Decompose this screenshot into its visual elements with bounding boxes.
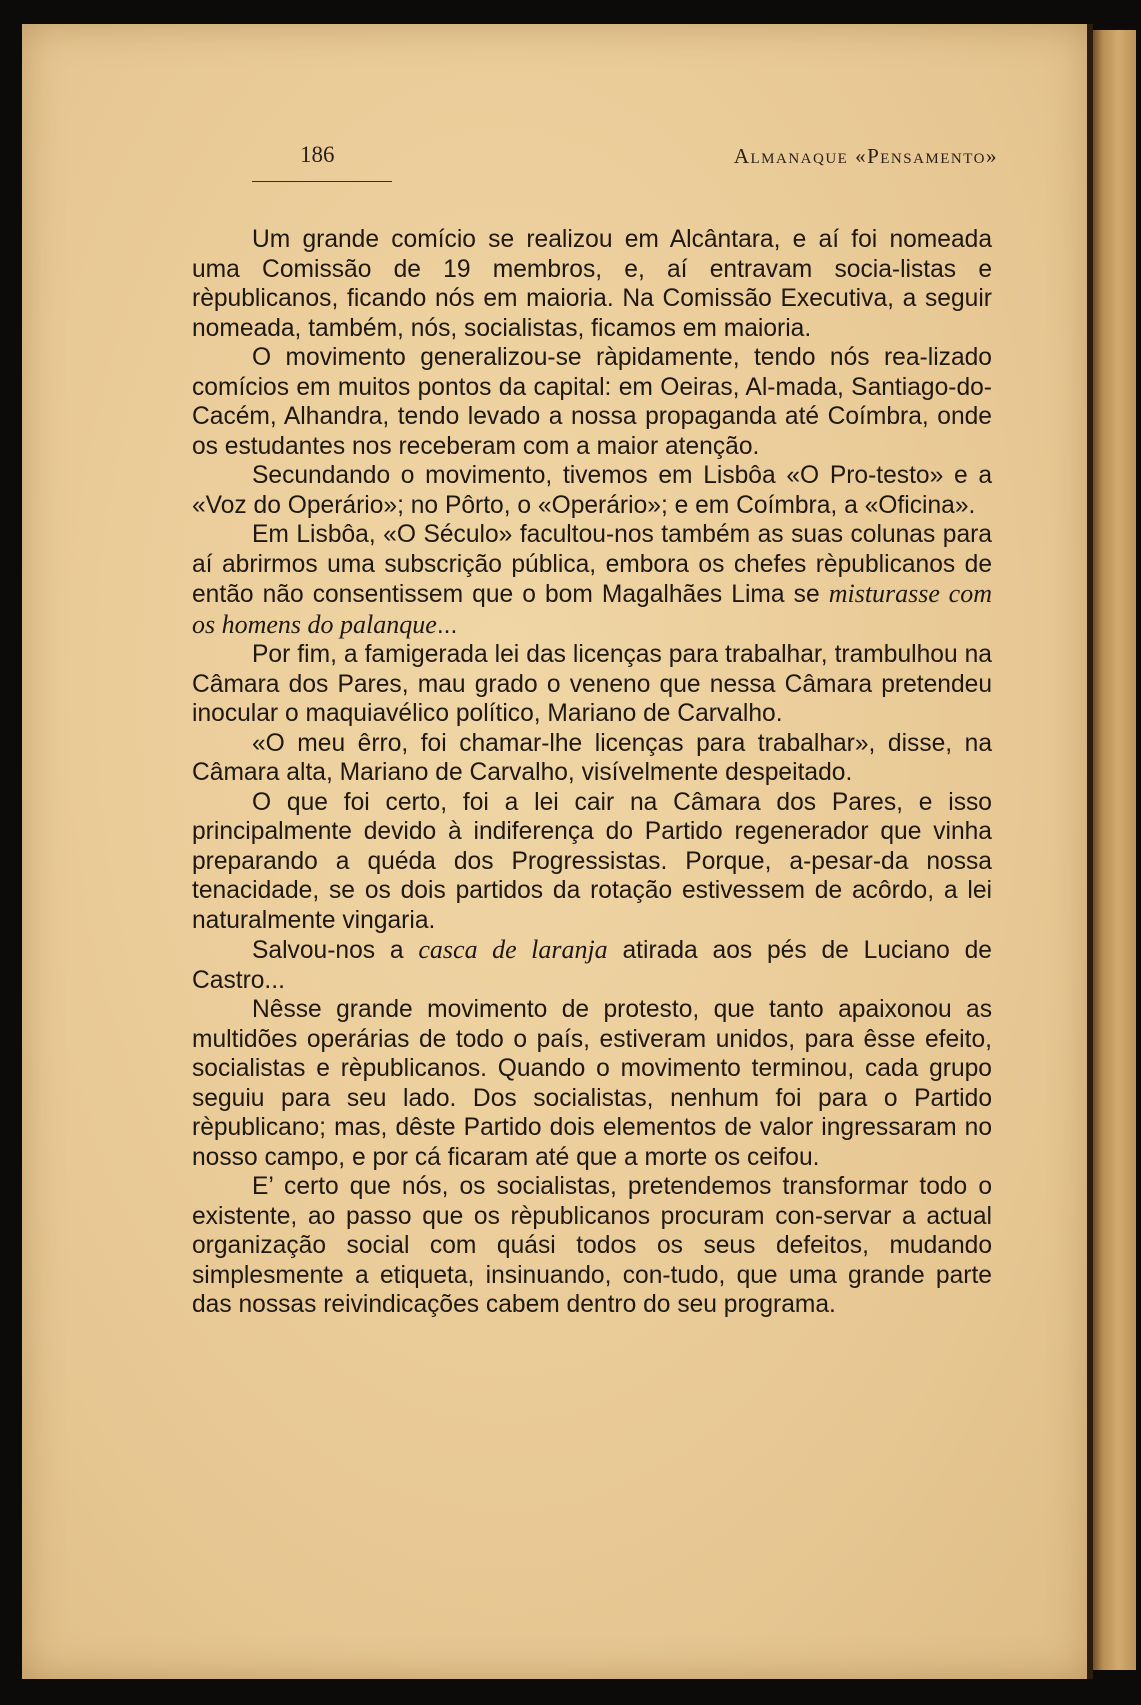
italic-phrase: misturasse com os homens do palanque (192, 579, 992, 639)
text-run: E’ certo que nós, os socialistas, pretendemos transformar todo o existente, ao passo que os rèpublicanos procuram con-servar a actual organização social com quási todos os seus defeitos, mudando simplesmente a etiqueta, insinuando, con-tudo, que uma grande parte das nossas reivindicações cabem dentro do seu programa. (192, 1173, 992, 1318)
paragraph (192, 1172, 992, 1320)
paragraph (192, 729, 992, 788)
header-rule (252, 181, 392, 182)
paragraph (192, 520, 992, 640)
facing-page-edge (1092, 30, 1136, 1670)
text-run: Nêsse grande movimento de protesto, que tanto apaixonou as multidões operárias de todo o país, estiveram unidos, para êsse efeito, socialistas e rèpublicanos. Quando o movimento terminou, cada grupo seguiu para seu lado. Dos socialistas, nenhum foi para o Partido rèpublicano; mas, dêste Partido dois elementos de valor ingressaram no nosso campo, e por cá ficaram até que a morte os ceifou. (192, 996, 992, 1171)
text-run: Salvou-nos a (252, 937, 419, 964)
italic-phrase: casca de laranja (418, 935, 608, 964)
page-header (252, 142, 998, 176)
text-run: ... (436, 611, 458, 639)
text-run: Um grande comício se realizou em Alcântara, e aí foi nomeada uma Comissão de 19 membros, e, aí entravam socia-listas e rèpublicanos, ficando nós em maioria. Na Comissão Executiva, a seguir nomeada, também, nós, socialistas, ficamos em maioria. (192, 226, 992, 342)
text-run: «O meu êrro, foi chamar-lhe licenças para trabalhar», disse, na Câmara alta, Mariano de Carvalho, visívelmente despeitado. (192, 729, 992, 786)
paragraph (192, 995, 992, 1172)
page-number: 186 (300, 142, 335, 167)
paragraph (192, 935, 992, 995)
text-run: O que foi certo, foi a lei cair na Câmara dos Pares, e isso principalmente devido à indiferença do Partido regenerador que vinha preparando a quéda dos Progressistas. Porque, a-pesar-da nossa tenacidade, se os dois partidos da rotação estivessem de acôrdo, a lei naturalmente vingaria. (192, 788, 992, 934)
paragraph (192, 343, 992, 461)
text-run: atirada aos pés de Luciano de Castro... (192, 937, 992, 994)
text-run: Em Lisbôa, «O Século» facultou-nos também as suas colunas para aí abrirmos uma subscrição pública, embora os chefes rèpublicanos de então não consentissem que o bom Magalhães Lima se (192, 521, 992, 608)
text-run: O movimento generalizou-se ràpidamente, tendo nós rea-lizado comícios em muitos pontos da capital: em Oeiras, Al-mada, Santiago-do-Cacém, Alhandra, tendo levado a nossa propaganda até Coímbra, onde os estudantes nos receberam com a maior atenção. (192, 344, 992, 460)
text-run: Por fim, a famigerada lei das licenças para trabalhar, trambulhou na Câmara dos Pares, mau grado o veneno que nessa Câmara pretendeu inocular o maquiavélico político, Mariano de Carvalho. (192, 641, 992, 727)
running-title: Almanaque «Pensamento» (733, 144, 998, 168)
paragraph (192, 640, 992, 729)
paragraph (192, 225, 992, 343)
paragraph (192, 461, 992, 520)
body-text (192, 225, 992, 1320)
paragraph (192, 788, 992, 936)
page-gutter (1087, 24, 1093, 1679)
text-run: Secundando o movimento, tivemos em Lisbôa «O Pro-testo» e a «Voz do Operário»; no Pôrto, o «Operário»; e em Coímbra, a «Oficina». (192, 462, 992, 519)
